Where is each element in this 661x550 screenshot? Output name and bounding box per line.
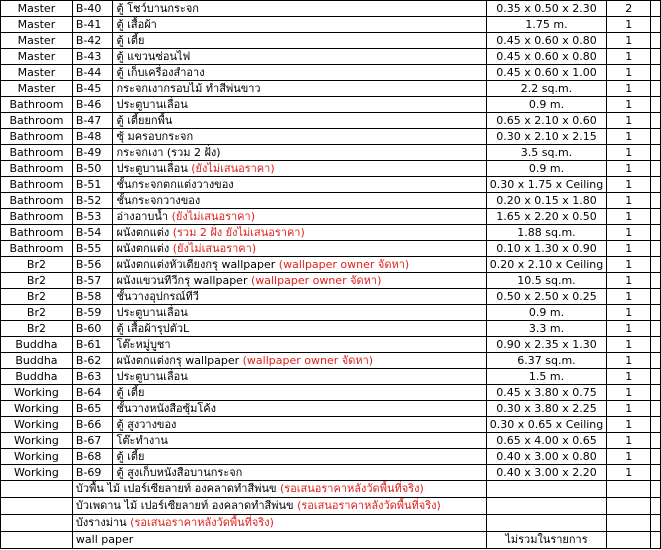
quantity-cell[interactable]: 1 bbox=[607, 17, 651, 33]
room-cell[interactable]: Bathroom bbox=[1, 241, 73, 257]
description-cell[interactable] bbox=[113, 209, 486, 225]
description-text: ชั้นกระจกวางของ bbox=[116, 193, 201, 207]
table-row bbox=[1, 353, 661, 369]
empty-cell[interactable] bbox=[651, 17, 661, 33]
empty-cell[interactable] bbox=[651, 97, 661, 113]
room-cell[interactable]: Master bbox=[1, 1, 73, 17]
quantity-cell[interactable]: 2 bbox=[607, 1, 651, 17]
empty-cell[interactable] bbox=[651, 465, 661, 481]
empty-cell[interactable] bbox=[651, 65, 661, 81]
size-cell[interactable]: 0.30 x 3.80 x 2.25 bbox=[486, 401, 607, 417]
code-cell[interactable]: B-54 bbox=[72, 225, 113, 241]
code-cell[interactable]: B-60 bbox=[72, 321, 113, 337]
table-row bbox=[1, 241, 661, 257]
size-cell[interactable]: 0.10 x 1.30 x 0.90 bbox=[486, 241, 607, 257]
room-cell[interactable]: Bathroom bbox=[1, 193, 73, 209]
room-cell[interactable]: Br2 bbox=[1, 289, 73, 305]
table-row bbox=[1, 193, 661, 209]
description-text: ตู้ สูงวางของ bbox=[116, 417, 177, 431]
table-row bbox=[1, 449, 661, 465]
size-cell[interactable]: 0.9 m. bbox=[486, 161, 607, 177]
quantity-cell[interactable]: 1 bbox=[607, 465, 651, 481]
room-cell[interactable]: Br2 bbox=[1, 305, 73, 321]
description-cell[interactable] bbox=[113, 241, 486, 257]
code-cell[interactable]: B-61 bbox=[72, 337, 113, 353]
description-text: ตู้ เตี้ย bbox=[116, 385, 145, 399]
table-row bbox=[1, 33, 661, 49]
table-row bbox=[1, 97, 661, 113]
code-cell[interactable]: B-67 bbox=[72, 433, 113, 449]
room-cell[interactable]: Br2 bbox=[1, 321, 73, 337]
room-cell[interactable] bbox=[1, 532, 73, 549]
size-cell[interactable]: 0.40 x 3.00 x 2.20 bbox=[486, 465, 607, 481]
quantity-cell[interactable]: 1 bbox=[607, 97, 651, 113]
empty-cell[interactable] bbox=[651, 449, 661, 465]
note-text: (wallpaper owner จัดหา) bbox=[242, 353, 374, 367]
room-cell[interactable]: Bathroom bbox=[1, 225, 73, 241]
size-cell[interactable]: 0.90 x 2.35 x 1.30 bbox=[486, 337, 607, 353]
table-row bbox=[1, 257, 661, 273]
note-text: (รอเสนอราคาหลังวัดพื้นที่จริง) bbox=[130, 516, 274, 529]
quantity-cell[interactable]: 1 bbox=[607, 193, 651, 209]
empty-cell[interactable] bbox=[651, 113, 661, 129]
quantity-cell[interactable] bbox=[607, 481, 651, 498]
table-row bbox=[1, 289, 661, 305]
empty-cell[interactable] bbox=[651, 481, 661, 498]
empty-cell[interactable] bbox=[651, 498, 661, 515]
description-text: กระจกเงากรอบไม้ ทำสีพ่นขาว bbox=[116, 81, 261, 95]
quantity-cell[interactable]: 1 bbox=[607, 337, 651, 353]
quantity-cell[interactable] bbox=[607, 498, 651, 515]
code-cell[interactable]: B-63 bbox=[72, 369, 113, 385]
room-cell[interactable] bbox=[1, 481, 73, 498]
code-cell[interactable]: B-64 bbox=[72, 385, 113, 401]
room-cell[interactable]: Bathroom bbox=[1, 97, 73, 113]
description-text: กระจกเงา (รวม 2 ฝั่ง) bbox=[116, 145, 221, 159]
footer-row bbox=[1, 498, 661, 515]
table-row bbox=[1, 209, 661, 225]
table-row bbox=[1, 417, 661, 433]
table-row bbox=[1, 465, 661, 481]
code-cell[interactable]: B-50 bbox=[72, 161, 113, 177]
quantity-cell[interactable]: 1 bbox=[607, 353, 651, 369]
description-text: ตู้ โชว์บานกระจก bbox=[116, 1, 199, 15]
room-cell[interactable]: Buddha bbox=[1, 353, 73, 369]
quantity-cell[interactable]: 1 bbox=[607, 177, 651, 193]
note-text: (ยังไม่เสนอราคา) bbox=[171, 209, 256, 223]
quantity-cell[interactable]: 1 bbox=[607, 305, 651, 321]
empty-cell[interactable] bbox=[651, 305, 661, 321]
description-text: ซุ้ มครอบกระจก bbox=[116, 129, 194, 143]
description-text: ตู้ เสื้อผ้ารุปตัวL bbox=[116, 321, 190, 335]
empty-cell[interactable] bbox=[651, 369, 661, 385]
empty-cell[interactable] bbox=[651, 177, 661, 193]
empty-cell[interactable] bbox=[651, 337, 661, 353]
quantity-cell[interactable]: 1 bbox=[607, 433, 651, 449]
size-cell[interactable]: 0.45 x 0.60 x 0.80 bbox=[486, 49, 607, 65]
quantity-cell[interactable]: 1 bbox=[607, 257, 651, 273]
size-cell[interactable]: 1.5 m. bbox=[486, 369, 607, 385]
empty-cell[interactable] bbox=[651, 241, 661, 257]
description-cell[interactable] bbox=[113, 465, 486, 481]
table-row bbox=[1, 17, 661, 33]
size-cell[interactable]: 1.75 m. bbox=[486, 17, 607, 33]
empty-cell[interactable] bbox=[651, 209, 661, 225]
description-text: wall paper bbox=[75, 533, 134, 546]
footer-row bbox=[1, 532, 661, 549]
code-cell[interactable]: B-48 bbox=[72, 129, 113, 145]
quantity-cell[interactable]: 1 bbox=[607, 65, 651, 81]
description-text: อ่างอาบน้ำ bbox=[116, 209, 169, 223]
description-cell[interactable] bbox=[113, 401, 486, 417]
empty-cell[interactable] bbox=[651, 532, 661, 549]
description-cell[interactable] bbox=[113, 49, 486, 65]
note-text: (รวม 2 ฝั่ง ยังไม่เสนอราคา) bbox=[172, 225, 305, 239]
description-text: ประตูบานเลื่อน bbox=[116, 97, 188, 111]
table-row bbox=[1, 369, 661, 385]
description-text: ผนังตกแต่ง bbox=[116, 225, 170, 239]
code-cell[interactable]: B-55 bbox=[72, 241, 113, 257]
room-cell[interactable]: Br2 bbox=[1, 273, 73, 289]
note-text: (wallpaper owner จัดหา) bbox=[250, 273, 382, 287]
description-cell[interactable] bbox=[113, 369, 486, 385]
description-text: ผนังตกแต่งหัวเตียงกรุ wallpaper bbox=[116, 257, 276, 271]
quantity-cell[interactable] bbox=[607, 515, 651, 532]
quantity-cell[interactable]: 1 bbox=[607, 449, 651, 465]
room-cell[interactable]: Working bbox=[1, 449, 73, 465]
size-cell[interactable]: 0.45 x 0.60 x 0.80 bbox=[486, 33, 607, 49]
description-cell[interactable] bbox=[72, 481, 486, 498]
size-cell[interactable]: 6.37 sq.m. bbox=[486, 353, 607, 369]
code-cell[interactable]: B-49 bbox=[72, 145, 113, 161]
table-row bbox=[1, 225, 661, 241]
code-cell[interactable]: B-41 bbox=[72, 17, 113, 33]
note-text: (รอเสนอราคาหลังวัดพื้นที่จริง) bbox=[297, 499, 441, 512]
code-cell[interactable]: B-68 bbox=[72, 449, 113, 465]
description-cell[interactable] bbox=[72, 498, 486, 515]
description-cell[interactable] bbox=[113, 17, 486, 33]
description-text: ประตูบานเลื่อน bbox=[116, 161, 188, 175]
quantity-cell[interactable]: 1 bbox=[607, 129, 651, 145]
code-cell[interactable]: B-62 bbox=[72, 353, 113, 369]
description-cell[interactable] bbox=[113, 321, 486, 337]
room-cell[interactable]: Buddha bbox=[1, 369, 73, 385]
description-cell[interactable] bbox=[113, 289, 486, 305]
note-text: (ยังไม่เสนอราคา) bbox=[172, 241, 257, 255]
room-cell[interactable]: Working bbox=[1, 401, 73, 417]
quantity-cell[interactable] bbox=[607, 532, 651, 549]
description-text: ชั้นวางหนังสือซุ้มโค้ง bbox=[116, 401, 217, 415]
size-cell[interactable]: 10.5 sq.m. bbox=[486, 273, 607, 289]
description-cell[interactable] bbox=[113, 161, 486, 177]
description-text: ตู้ เตี้ยยกพื้น bbox=[116, 113, 173, 127]
table-row bbox=[1, 273, 661, 289]
description-text: ตู้ เก็บเครื่องสำอาง bbox=[116, 65, 205, 79]
quantity-cell[interactable]: 1 bbox=[607, 209, 651, 225]
room-cell[interactable]: Bathroom bbox=[1, 113, 73, 129]
room-cell[interactable]: Bathroom bbox=[1, 145, 73, 161]
size-cell[interactable]: 0.9 m. bbox=[486, 97, 607, 113]
empty-cell[interactable] bbox=[651, 81, 661, 97]
quantity-cell[interactable]: 1 bbox=[607, 145, 651, 161]
note-text: (รอเสนอราคาหลังวัดพื้นที่จริง) bbox=[279, 482, 424, 495]
room-cell[interactable]: Bathroom bbox=[1, 209, 73, 225]
room-cell[interactable]: Bathroom bbox=[1, 129, 73, 145]
room-cell[interactable] bbox=[1, 515, 73, 532]
room-cell[interactable] bbox=[1, 498, 73, 515]
code-cell[interactable]: B-56 bbox=[72, 257, 113, 273]
size-cell[interactable] bbox=[486, 498, 607, 515]
note-text: (ยังไม่เสนอราคา) bbox=[191, 161, 275, 175]
size-cell[interactable]: 3.5 sq.m. bbox=[486, 145, 607, 161]
code-cell[interactable]: B-65 bbox=[72, 401, 113, 417]
size-cell[interactable]: 0.20 x 0.15 x 1.80 bbox=[486, 193, 607, 209]
size-cell[interactable]: 0.50 x 2.50 x 0.25 bbox=[486, 289, 607, 305]
description-text: บัวเพดาน ไม้ เปอร์เซียลายท์ องคลาดทำสีพ่นข bbox=[75, 499, 294, 512]
empty-cell[interactable] bbox=[651, 289, 661, 305]
table-row bbox=[1, 129, 661, 145]
quantity-cell[interactable]: 1 bbox=[607, 289, 651, 305]
table-row bbox=[1, 433, 661, 449]
description-cell[interactable] bbox=[113, 65, 486, 81]
room-cell[interactable]: Working bbox=[1, 465, 73, 481]
empty-cell[interactable] bbox=[651, 33, 661, 49]
size-cell[interactable] bbox=[486, 515, 607, 532]
description-text: ผนังแขวนทีวีกรุ wallpaper bbox=[116, 273, 248, 287]
room-cell[interactable]: Master bbox=[1, 33, 73, 49]
description-text: โต๊ะหมู่บูชา bbox=[116, 337, 171, 351]
room-cell[interactable]: Bathroom bbox=[1, 161, 73, 177]
empty-cell[interactable] bbox=[651, 161, 661, 177]
code-cell[interactable]: B-47 bbox=[72, 113, 113, 129]
code-cell[interactable]: B-51 bbox=[72, 177, 113, 193]
code-cell[interactable]: B-42 bbox=[72, 33, 113, 49]
quantity-cell[interactable]: 1 bbox=[607, 321, 651, 337]
description-cell[interactable] bbox=[113, 353, 486, 369]
description-cell[interactable] bbox=[113, 273, 486, 289]
description-text: ตู้ สูงเก็บหนังสือบานกระจก bbox=[116, 465, 243, 479]
quantity-cell[interactable]: 1 bbox=[607, 417, 651, 433]
quantity-cell[interactable]: 1 bbox=[607, 113, 651, 129]
table-row bbox=[1, 305, 661, 321]
empty-cell[interactable] bbox=[651, 433, 661, 449]
description-text: ชั้นกระจกตกแต่งวางของ bbox=[116, 177, 234, 191]
note-text: (wallpaper owner จัดหา) bbox=[278, 257, 410, 271]
quantity-cell[interactable]: 1 bbox=[607, 241, 651, 257]
table-row bbox=[1, 321, 661, 337]
empty-cell[interactable] bbox=[651, 515, 661, 532]
description-cell[interactable] bbox=[72, 532, 486, 549]
table-row bbox=[1, 177, 661, 193]
size-cell[interactable] bbox=[486, 481, 607, 498]
table-row bbox=[1, 65, 661, 81]
empty-cell[interactable] bbox=[651, 225, 661, 241]
description-text: บัวพื้น ไม้ เปอร์เซียลายท์ องคลาดทำสีพ่นข bbox=[75, 482, 277, 495]
empty-cell[interactable] bbox=[651, 145, 661, 161]
quantity-cell[interactable]: 1 bbox=[607, 385, 651, 401]
table-row bbox=[1, 145, 661, 161]
code-cell[interactable]: B-57 bbox=[72, 273, 113, 289]
size-cell[interactable]: 0.35 x 0.50 x 2.30 bbox=[486, 1, 607, 17]
code-cell[interactable]: B-53 bbox=[72, 209, 113, 225]
size-cell[interactable]: 0.65 x 2.10 x 0.60 bbox=[486, 113, 607, 129]
description-cell[interactable] bbox=[113, 1, 486, 17]
room-cell[interactable]: Working bbox=[1, 417, 73, 433]
size-cell[interactable]: 0.40 x 3.00 x 0.80 bbox=[486, 449, 607, 465]
description-text: ชั้นวางอุปกรณ์ทีวี bbox=[116, 289, 199, 303]
size-cell[interactable]: 0.9 m. bbox=[486, 305, 607, 321]
description-cell[interactable] bbox=[113, 177, 486, 193]
size-cell[interactable]: 2.2 sq.m. bbox=[486, 81, 607, 97]
empty-cell[interactable] bbox=[651, 321, 661, 337]
size-cell[interactable]: 1.65 x 2.20 x 0.50 bbox=[486, 209, 607, 225]
empty-cell[interactable] bbox=[651, 385, 661, 401]
code-cell[interactable]: B-69 bbox=[72, 465, 113, 481]
description-text: ตู้ เสื้อผ้า bbox=[116, 17, 157, 31]
size-cell[interactable]: ไม่รวมในรายการ bbox=[486, 532, 607, 549]
description-cell[interactable] bbox=[113, 449, 486, 465]
footer-row bbox=[1, 515, 661, 532]
empty-cell[interactable] bbox=[651, 49, 661, 65]
table-row bbox=[1, 1, 661, 17]
code-cell[interactable]: B-43 bbox=[72, 49, 113, 65]
quantity-cell[interactable]: 1 bbox=[607, 369, 651, 385]
room-cell[interactable]: Br2 bbox=[1, 257, 73, 273]
code-cell[interactable]: B-40 bbox=[72, 1, 113, 17]
quantity-cell[interactable]: 1 bbox=[607, 401, 651, 417]
room-cell[interactable]: Master bbox=[1, 65, 73, 81]
empty-cell[interactable] bbox=[651, 1, 661, 17]
description-cell[interactable] bbox=[113, 305, 486, 321]
description-cell[interactable] bbox=[113, 113, 486, 129]
size-cell[interactable]: 1.88 sq.m. bbox=[486, 225, 607, 241]
footer-row bbox=[1, 481, 661, 498]
quantity-cell[interactable]: 1 bbox=[607, 161, 651, 177]
description-text: ผนังตกแต่งกรุ wallpaper bbox=[116, 353, 240, 367]
room-cell[interactable]: Master bbox=[1, 49, 73, 65]
description-text: ประตูบานเลื่อน bbox=[116, 305, 188, 319]
size-cell[interactable]: 0.45 x 0.60 x 1.00 bbox=[486, 65, 607, 81]
code-cell[interactable]: B-44 bbox=[72, 65, 113, 81]
description-text: โต๊ะทำงาน bbox=[116, 433, 168, 447]
description-cell[interactable] bbox=[113, 129, 486, 145]
description-cell[interactable] bbox=[72, 515, 486, 532]
empty-cell[interactable] bbox=[651, 193, 661, 209]
description-cell[interactable] bbox=[113, 97, 486, 113]
room-cell[interactable]: Master bbox=[1, 17, 73, 33]
size-cell[interactable]: 0.20 x 2.10 x Ceiling bbox=[486, 257, 607, 273]
description-cell[interactable] bbox=[113, 385, 486, 401]
quantity-cell[interactable]: 1 bbox=[607, 33, 651, 49]
description-cell[interactable] bbox=[113, 433, 486, 449]
quantity-cell[interactable]: 1 bbox=[607, 49, 651, 65]
empty-cell[interactable] bbox=[651, 129, 661, 145]
description-cell[interactable] bbox=[113, 81, 486, 97]
table-row bbox=[1, 113, 661, 129]
size-cell[interactable]: 0.30 x 0.65 x Ceiling bbox=[486, 417, 607, 433]
size-cell[interactable]: 0.65 x 4.00 x 0.65 bbox=[486, 433, 607, 449]
description-cell[interactable] bbox=[113, 417, 486, 433]
description-cell[interactable] bbox=[113, 145, 486, 161]
description-text: ตู้ เตี้ย bbox=[116, 33, 145, 47]
quantity-cell[interactable]: 1 bbox=[607, 81, 651, 97]
empty-cell[interactable] bbox=[651, 273, 661, 289]
empty-cell[interactable] bbox=[651, 257, 661, 273]
description-text: ผนังตกแต่ง bbox=[116, 241, 170, 255]
code-cell[interactable]: B-59 bbox=[72, 305, 113, 321]
quantity-cell[interactable]: 1 bbox=[607, 273, 651, 289]
table-row bbox=[1, 161, 661, 177]
table-row bbox=[1, 81, 661, 97]
description-text: ประตูบานเลื่อน bbox=[116, 369, 188, 383]
size-cell[interactable]: 3.3 m. bbox=[486, 321, 607, 337]
room-cell[interactable]: Master bbox=[1, 81, 73, 97]
table-row bbox=[1, 337, 661, 353]
description-cell[interactable] bbox=[113, 257, 486, 273]
description-cell[interactable] bbox=[113, 337, 486, 353]
quantity-cell[interactable]: 1 bbox=[607, 225, 651, 241]
description-text: ตู้ เตี้ย bbox=[116, 449, 145, 463]
size-cell[interactable]: 0.30 x 1.75 x Ceiling bbox=[486, 177, 607, 193]
table-row bbox=[1, 49, 661, 65]
room-cell[interactable]: Bathroom bbox=[1, 177, 73, 193]
code-cell[interactable]: B-45 bbox=[72, 81, 113, 97]
description-text: บังรางม่าน bbox=[75, 516, 127, 529]
empty-cell[interactable] bbox=[651, 417, 661, 433]
size-cell[interactable]: 0.30 x 2.10 x 2.15 bbox=[486, 129, 607, 145]
table-row bbox=[1, 401, 661, 417]
description-cell[interactable] bbox=[113, 225, 486, 241]
code-cell[interactable]: B-58 bbox=[72, 289, 113, 305]
description-cell[interactable] bbox=[113, 193, 486, 209]
code-cell[interactable]: B-66 bbox=[72, 417, 113, 433]
size-cell[interactable]: 0.45 x 3.80 x 0.75 bbox=[486, 385, 607, 401]
room-cell[interactable]: Working bbox=[1, 385, 73, 401]
code-cell[interactable]: B-46 bbox=[72, 97, 113, 113]
empty-cell[interactable] bbox=[651, 353, 661, 369]
description-cell[interactable] bbox=[113, 33, 486, 49]
room-cell[interactable]: Working bbox=[1, 433, 73, 449]
table-row bbox=[1, 385, 661, 401]
description-text: ตู้ แขวนซ่อนไฟ bbox=[116, 49, 191, 63]
empty-cell[interactable] bbox=[651, 401, 661, 417]
code-cell[interactable]: B-52 bbox=[72, 193, 113, 209]
room-cell[interactable]: Buddha bbox=[1, 337, 73, 353]
